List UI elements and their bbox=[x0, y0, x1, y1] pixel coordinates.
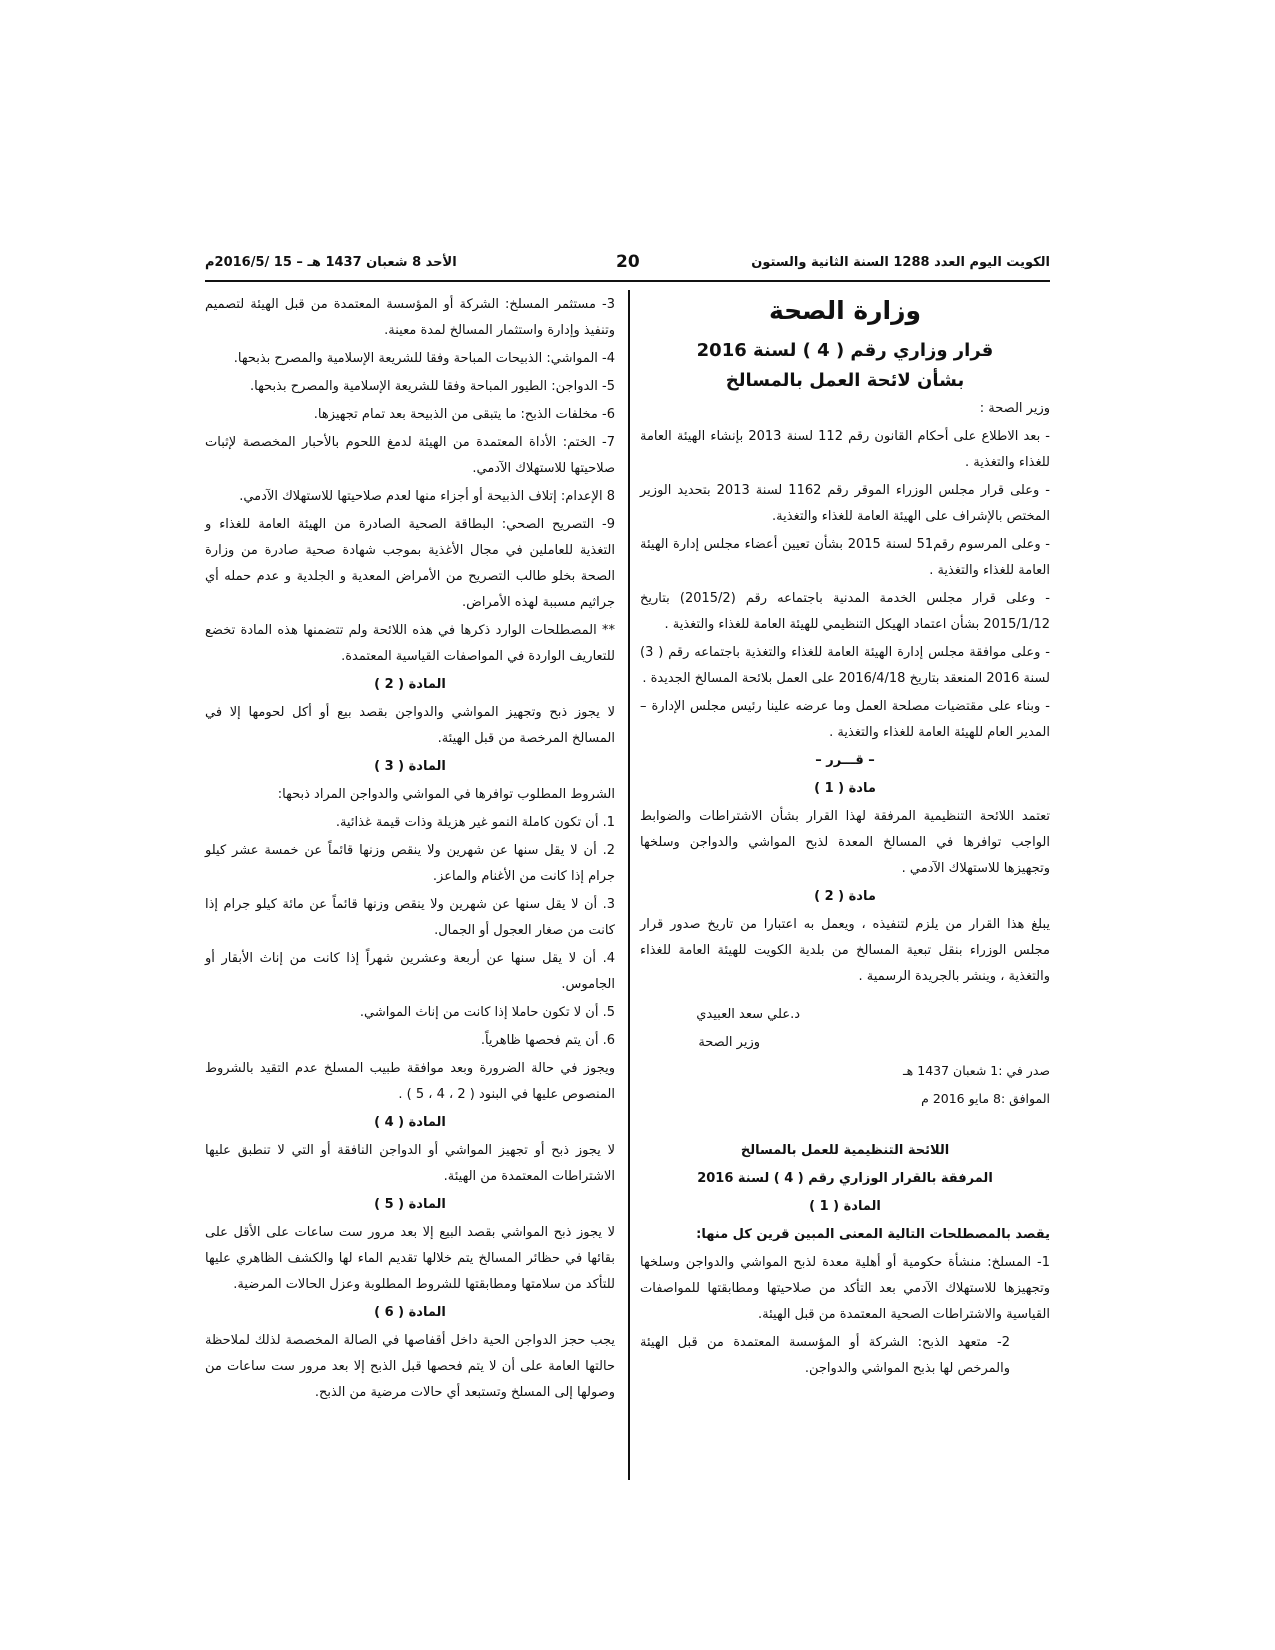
issued-gregorian-date: الموافق :8 مايو 2016 م bbox=[921, 1091, 1050, 1106]
condition-item: 4. أن لا يقل سنها عن أربعة وعشرين شهراً إذا كانت من إناث الأبقار أو الجاموس. bbox=[205, 951, 615, 992]
article-title: المادة ( 4 ) bbox=[374, 1115, 446, 1130]
condition-item: 6. أن يتم فحصها ظاهرياً. bbox=[480, 1033, 615, 1048]
signature-name: د.علي سعد العبيدي bbox=[696, 1007, 800, 1022]
left-column bbox=[205, 292, 615, 1408]
decree-title: قرار وزاري رقم ( 4 ) لسنة 2016 bbox=[696, 340, 994, 361]
article-title: المادة ( 6 ) bbox=[374, 1305, 446, 1320]
definition-item: 4- المواشي: الذبيحات المباحة وفقا للشريعة الإسلامية والمصرح بذبحها. bbox=[233, 351, 615, 366]
definition-item: 2- متعهد الذبح: الشركة أو المؤسسة المعتمدة من قبل الهيئة والمرخص لها بذبح المواشي والدواجن. bbox=[640, 1335, 1010, 1376]
whereas-clause: - وعلى قرار مجلس الخدمة المدنية باجتماعه رقم (2015/2) بتاريخ 2015/1/12 بشأن اعتماد الهيكل التنظيمي للهيئة العامة للغذاء والتغذية . bbox=[640, 591, 1050, 632]
definition-item: 8 الإعدام: إتلاف الذبيحة أو أجزاء منها لعدم صلاحيتها للاستهلاك الآدمي. bbox=[239, 489, 615, 504]
article-exception: ويجوز في حالة الضرورة وبعد موافقة طبيب المسلخ عدم التقيد بالشروط المنصوص عليها في البنود ( 2 ، 4 ، 5 ) . bbox=[205, 1061, 615, 1102]
decided-heading: – قـــرر – bbox=[815, 753, 875, 768]
definition-item: 3- مستثمر المسلخ: الشركة أو المؤسسة المعتمدة من قبل الهيئة لتصميم وتنفيذ وإدارة واستثمار المسالخ لمدة معينة. bbox=[205, 297, 615, 338]
article-title: المادة ( 1 ) bbox=[809, 1199, 881, 1214]
whereas-clause: - وبناء على مقتضيات مصلحة العمل وما عرضه علينا رئيس مجلس الإدارة – المدير العام للهيئة العامة للغذاء والتغذية . bbox=[640, 699, 1050, 740]
signature-title: وزير الصحة bbox=[698, 1035, 760, 1050]
definition-item: 1- المسلخ: منشأة حكومية أو أهلية معدة لذبح المواشي والدواجن وسلخها وتجهيزها للاستهلاك الآدمي بعد التأكد من صلاحيتها ومطابقتها للمواصفات القياسية والاشتراطات الصحية المعتمدة من قبل الهيئة. bbox=[640, 1255, 1050, 1322]
condition-item: 1. أن تكون كاملة النمو غير هزيلة وذات قيمة غذائية. bbox=[335, 815, 615, 830]
article-text: لا يجوز ذبح المواشي بقصد البيع إلا بعد مرور ست ساعات على الأقل على بقائها في حظائر المسالخ يتم خلالها تقديم الماء لها والكشف الظاهري عليها للتأكد من سلامتها ومطابقتها للشروط المطلوبة وعزل الحالات المرضية. bbox=[205, 1225, 615, 1292]
article-intro: الشروط المطلوب توافرها في المواشي والدواجن المراد ذبحها: bbox=[277, 787, 615, 802]
regulation-subtitle: المرفقة بالقرار الوزاري رقم ( 4 ) لسنة 2016 bbox=[697, 1171, 993, 1186]
whereas-clause: - وعلى موافقة مجلس إدارة الهيئة العامة للغذاء والتغذية باجتماعه رقم ( 3) لسنة 2016 المنعقد بتاريخ 2016/4/18 على العمل بلائحة المسالخ الجديدة . bbox=[640, 645, 1050, 686]
issue-date: الأحد 8 شعبان 1437 هـ – 15 /2016/5م bbox=[205, 255, 457, 270]
condition-item: 2. أن لا يقل سنها عن شهرين ولا ينقص وزنها قائماً عن خمسة عشر كيلو جرام إذا كانت من الأغنام والماعز. bbox=[205, 843, 615, 884]
article-title: المادة ( 5 ) bbox=[374, 1197, 446, 1212]
column-divider bbox=[628, 290, 630, 1480]
regulation-title: اللائحة التنظيمية للعمل بالمسالخ bbox=[740, 1143, 950, 1158]
article-title: المادة ( 2 ) bbox=[374, 677, 446, 692]
minister-intro: وزير الصحة : bbox=[979, 401, 1050, 416]
article-text: لا يجوز ذبح وتجهيز المواشي والدواجن بقصد بيع أو أكل لحومها إلا في المسالخ المرخصة من قبل الهيئة. bbox=[205, 705, 615, 746]
article-text: يجب حجز الدواجن الحية داخل أقفاصها في الصالة المخصصة لذلك لملاحظة حالتها العامة على أن لا يتم فحصها قبل الذبح إلا بعد مرور ست ساعات من وصولها إلى المسلخ وتستبعد أي حالات مرضية من الذبح. bbox=[205, 1333, 615, 1400]
definition-item: 5- الدواجن: الطيور المباحة وفقا للشريعة الإسلامية والمصرح بذبحها. bbox=[250, 379, 615, 394]
definition-item: 6- مخلفات الذبح: ما يتبقى من الذبيحة بعد تمام تجهيزها. bbox=[313, 407, 615, 422]
article-text: تعتمد اللائحة التنظيمية المرفقة لهذا القرار بشأن الاشتراطات والضوابط الواجب توافرها في المسالخ المعدة لذبح المواشي والدواجن وسلخها وتجهيزها للاستهلاك الآدمي . bbox=[640, 809, 1050, 876]
article-title: مادة ( 2 ) bbox=[814, 889, 876, 904]
definition-item: 9- التصريح الصحي: البطاقة الصحية الصادرة من الهيئة العامة للغذاء و التغذية للعاملين في مجال الأغذية بموجب شهادة صحية صادرة من وزارة الصحة بخلو طالب التصريح من الأمراض المعدية و الجلدية و عدم حمله أي جراثيم مسببة لهذه الأمراض. bbox=[205, 517, 615, 610]
article-title: مادة ( 1 ) bbox=[814, 781, 876, 796]
definition-item: 7- الختم: الأداة المعتمدة من الهيئة لدمغ اللحوم بالأحبار المخصصة لإثبات صلاحيتها للاستهلاك الآدمي. bbox=[205, 435, 615, 476]
article-text: يبلغ هذا القرار من يلزم لتنفيذه ، ويعمل به اعتبارا من تاريخ صدور قرار مجلس الوزراء بنقل تبعية المسالخ من بلدية الكويت للهيئة العامة للغذاء والتغذية ، وينشر بالجريدة الرسمية . bbox=[640, 917, 1050, 984]
article-title: المادة ( 3 ) bbox=[374, 759, 446, 774]
whereas-clause: - وعلى قرار مجلس الوزراء الموقر رقم 1162 لسنة 2013 بتحديد الوزير المختص بالإشراف على الهيئة العامة للغذاء والتغذية. bbox=[640, 483, 1050, 524]
ministry-title: وزارة الصحة bbox=[768, 296, 922, 325]
right-column bbox=[640, 292, 1050, 1384]
article-text: لا يجوز ذبح أو تجهيز المواشي أو الدواجن النافقة أو التي لا تنطبق عليها الاشتراطات المعتمدة من الهيئة. bbox=[205, 1143, 615, 1184]
definitions-intro: يقصد بالمصطلحات التالية المعنى المبين قرين كل منها: bbox=[696, 1227, 1050, 1242]
decree-subject: بشأن لائحة العمل بالمسالخ bbox=[725, 370, 965, 391]
whereas-clause: - وعلى المرسوم رقم51 لسنة 2015 بشأن تعيين أعضاء مجلس إدارة الهيئة العامة للغذاء والتغذية . bbox=[640, 537, 1050, 578]
issue-info: الكويت اليوم العدد 1288 السنة الثانية والستون bbox=[751, 255, 1050, 270]
whereas-clause: - بعد الاطلاع على أحكام القانون رقم 112 لسنة 2013 بإنشاء الهيئة العامة للغذاء والتغذية . bbox=[640, 429, 1050, 470]
issued-hijri-date: صدر في :1 شعبان 1437 هـ bbox=[903, 1063, 1050, 1078]
page-number: 20 bbox=[616, 252, 640, 272]
condition-item: 5. أن لا تكون حاملا إذا كانت من إناث المواشي. bbox=[359, 1005, 615, 1020]
page-header bbox=[205, 250, 1050, 282]
condition-item: 3. أن لا يقل سنها عن شهرين ولا ينقص وزنها قائماً عن مائة كيلو جرام إذا كانت من صغار العجول أو الجمال. bbox=[205, 897, 615, 938]
terminology-note: ** المصطلحات الوارد ذكرها في هذه اللائحة ولم تتضمنها هذه المادة تخضع للتعاريف الواردة في المواصفات القياسية المعتمدة. bbox=[205, 623, 615, 664]
